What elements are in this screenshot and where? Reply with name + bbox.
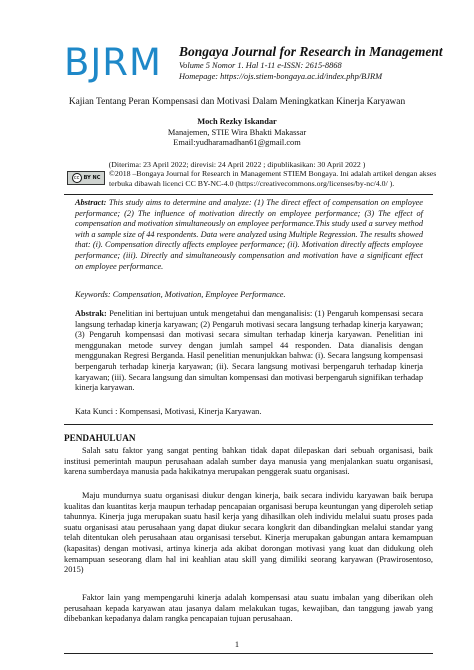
paragraph-2: Maju mundurnya suatu organisasi diukur dengan kinerja, baik secara individu karyawan baik berupa kualitas dan kuantitas kerja maupun terhadap pencapaian organisasi berupa keuntungan yang diperoleh setiap tahunnya. Kinerja juga merupakan suatu hasil kerja yang dihasilkan oleh individu melalui suatu proses pada suatu organisasi atau perusahaan yang dapat diukur secara kongkrit dan dibandingkan melalui standar yang telah ditentukan oleh perusahaan atau organisasi tersebut. Kinerja merupakan gabungan antara kemampuan (kapasitas) dengan motivasi, artinya kinerja ada akibat dorongan motivasi yang kuat dan didukung oleh kemampuan seseorang dlam hal ini keahlian atau skill yang dimiliki seorang karyawan (Prawirosentoso, 2015) <box>64 491 433 575</box>
abstract-english <box>75 198 423 272</box>
journal-homepage: Homepage: https://ojs.stiem-bongaya.ac.id/index.php/BJRM <box>179 72 383 81</box>
author-affiliation: Manajemen, STIE Wira Bhakti Makassar <box>167 127 307 137</box>
keywords-indonesian: Kata Kunci : Kompensasi, Motivasi, Kinerja Karyawan. <box>75 407 262 416</box>
author-name: Moch Rezky Iskandar <box>197 117 277 126</box>
divider-bottom <box>64 424 433 425</box>
submission-dates: (Diterima: 23 April 2022; direvisi: 24 April 2022 ; dipublikasikan: 30 April 2022 ) <box>108 160 366 169</box>
abstrak-label: Abstrak: <box>75 309 107 318</box>
license-row <box>67 169 447 189</box>
abstrak-text: Penelitian ini bertujuan untuk mengetahui dan menganalisis: (1) Pengaruh kompensasi secara langsung terhadap kinerja karyawan; (2) Pengaruh motivasi secara langsung terhadap kinerja karyawan; (3) Pengaruh kompensasi dan motivasi secara simultan terhadap kinerja karyawan. Penelitian ini menggunakan metode survey dengan jumlah sampel 44 responden. Data dianalisis dengan menggunakan Regresi Berganda. Hasil penelitian menunjukkan bahwa: (i). Secara langsung kompensasi berpengaruh terhadap kinerja karyawan; (ii). Secara langsung motivasi berpengaruh terhadap kinerja karyawan; (iii). Secara langsung dan simultan kompensasi dan motivasi berpengaruh signifikan terhadap kinerja karyawan. <box>75 309 423 393</box>
paragraph-1: Salah satu faktor yang sangat penting bahkan tidak dapat dilepaskan dari sebuah organisasi, baik institusi pemerintah maupun perusahaan adalah sumber daya manusia yang menjalankan suatu organisasi, karena sumberdaya manusia pada hakikatnya merupakan penggerak suatu organisasi. <box>64 446 433 477</box>
paragraph-3: Faktor lain yang mempengaruhi kinerja adalah kompensasi atau suatu imbalan yang diberikan oleh perusahaan kepada karyawan atau jasanya dalam melakukan tugas, kewajiban, dan tanggung jawab yang dibebankan kepadanya dalam rangka pencapaian tujuan perusahaan. <box>64 593 433 624</box>
license-text: ©2018 –Bongaya Journal for Research in Management STIEM Bongaya. Ini adalah artikel dengan akses terbuka dibawah licenci CC BY-NC-4.0 (https://creativecommons.org/licenses/by-nc/4.0/ ). <box>109 169 437 188</box>
author-block <box>0 117 474 149</box>
journal-header <box>179 44 469 82</box>
cc-icon: cc <box>72 173 82 183</box>
by-nc-label: BY NC <box>83 175 101 181</box>
abstract-text: This study aims to determine and analyze: (1) The direct effect of compensation on employee performance; (2) The influence of motivation directly on employee performance; (3) The effect of compensation and motivation simultaneously on employee performance.This study used a survey method with a sample size of 44 respondents. Data were analyzed using Multiple Regression. The results showed that: (i). Compensation directly affects employee performance; (ii). Motivation directly affects employee performance; (iii). Directly and simultaneously compensation and motivation have a significant effect on employee performance. <box>75 198 423 271</box>
journal-title: Bongaya Journal for Research in Management <box>179 44 443 59</box>
article-title: Kajian Tentang Peran Kompensasi dan Motivasi Dalam Meningkatkan Kinerja Karyawan <box>68 97 406 107</box>
page-number: 1 <box>234 640 240 649</box>
cc-by-nc-icon <box>67 171 105 185</box>
keywords-english: Keywords: Compensation, Motivation, Employee Performance. <box>75 290 286 299</box>
abstract-label: Abstract: <box>75 198 107 207</box>
author-email: Email:yudharamadhan61@gmail.com <box>173 138 301 147</box>
divider-top <box>64 194 433 195</box>
journal-logo: BJRM <box>64 41 162 84</box>
section-heading: PENDAHULUAN <box>64 433 136 443</box>
journal-volume: Volume 5 Nomor 1. Hal 1-11 e-ISSN: 2615-8868 <box>179 61 342 70</box>
footer-rule <box>64 653 433 654</box>
abstrak-indonesian <box>75 309 423 394</box>
